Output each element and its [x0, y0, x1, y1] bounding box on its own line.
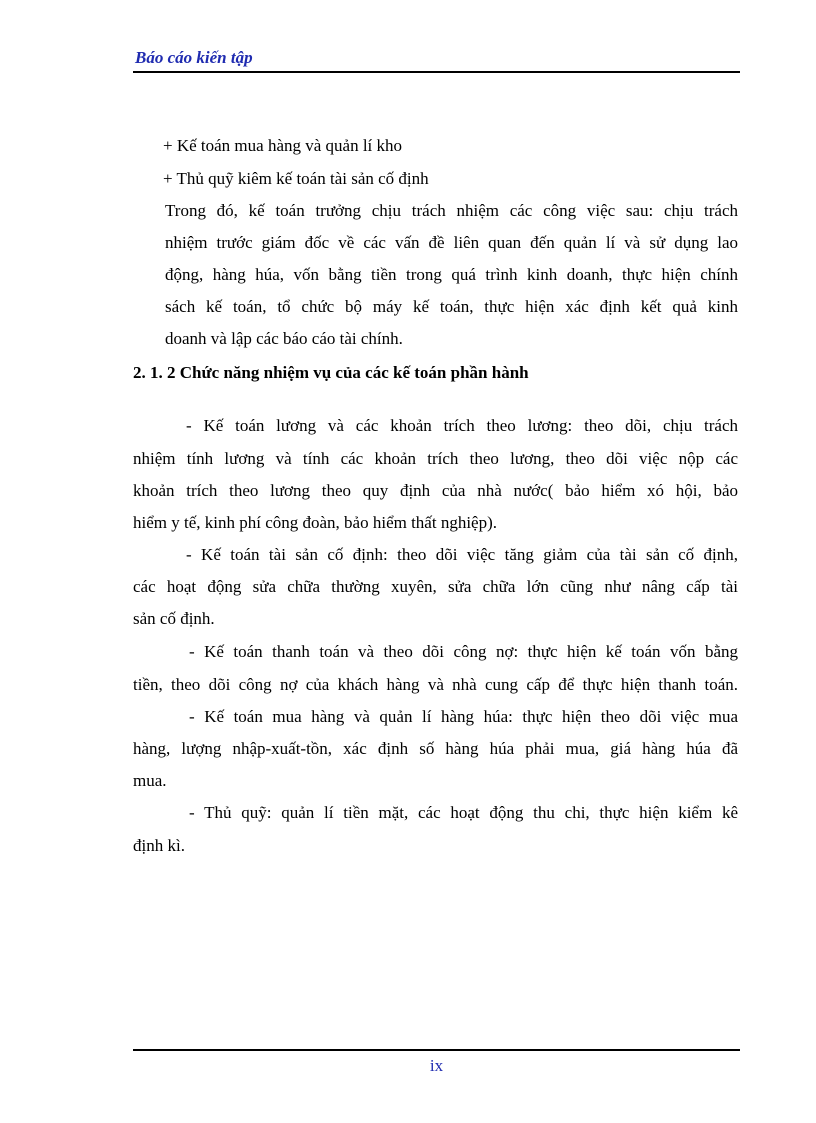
- paragraph-line: - Kế toán lương và các khoản trích theo lương: theo dõi, chịu trách: [186, 416, 738, 435]
- paragraph-line: sản cố định.: [133, 609, 215, 628]
- paragraph-line: nhiệm tính lương và tính các khoản trích theo lương, theo dõi việc nộp các: [133, 449, 738, 468]
- paragraph-line: động, hàng húa, vốn bằng tiền trong quá trình kinh doanh, thực hiện chính: [165, 265, 738, 284]
- paragraph-line: doanh và lập các báo cáo tài chính.: [165, 329, 403, 348]
- paragraph-line: các hoạt động sửa chữa thường xuyên, sửa chữa lớn cũng như nâng cấp tài: [133, 577, 738, 596]
- paragraph-line: tiền, theo dõi công nợ của khách hàng và nhà cung cấp để thực hiện thanh toán.: [133, 675, 738, 694]
- paragraph-line: định kì.: [133, 836, 185, 855]
- paragraph-line: hiểm y tế, kinh phí công đoàn, bảo hiểm thất nghiệp).: [133, 513, 498, 532]
- paragraph-line: mua.: [133, 771, 167, 790]
- paragraph-line: hàng, lượng nhập-xuất-tồn, xác định số hàng húa phải mua, giá hàng húa đã: [133, 739, 738, 758]
- paragraph-line: - Kế toán tài sản cố định: theo dõi việc tăng giảm của tài sản cố định,: [186, 545, 738, 564]
- paragraph-line: sách kế toán, tổ chức bộ máy kế toán, thực hiện xác định kết quả kinh: [165, 297, 738, 316]
- paragraph-line: Trong đó, kế toán trưởng chịu trách nhiệm các công việc sau: chịu trách: [165, 201, 738, 220]
- header-title: Báo cáo kiến tập: [135, 48, 253, 67]
- paragraph-line: nhiệm trước giám đốc về các vấn đề liên quan đến quản lí và sử dụng lao: [165, 233, 738, 252]
- page-number: ix: [429, 1056, 444, 1075]
- paragraph-line: khoản trích theo lương theo quy định của nhà nước( bảo hiểm xó hội, bảo: [133, 481, 738, 500]
- paragraph-line: - Kế toán mua hàng và quản lí hàng húa: thực hiện theo dõi việc mua: [189, 707, 738, 726]
- paragraph-line: - Kế toán thanh toán và theo dõi công nợ: thực hiện kế toán vốn bằng: [189, 642, 738, 661]
- paragraph-line: - Thủ quỹ: quản lí tiền mặt, các hoạt động thu chi, thực hiện kiểm kê: [189, 803, 738, 822]
- header-rule: [133, 71, 740, 73]
- section-heading: 2. 1. 2 Chức năng nhiệm vụ của các kế toán phần hành: [133, 363, 529, 382]
- list-item: + Thủ quỹ kiêm kế toán tài sản cố định: [163, 169, 429, 188]
- list-item: + Kế toán mua hàng và quản lí kho: [163, 136, 403, 155]
- footer-rule: [133, 1049, 740, 1051]
